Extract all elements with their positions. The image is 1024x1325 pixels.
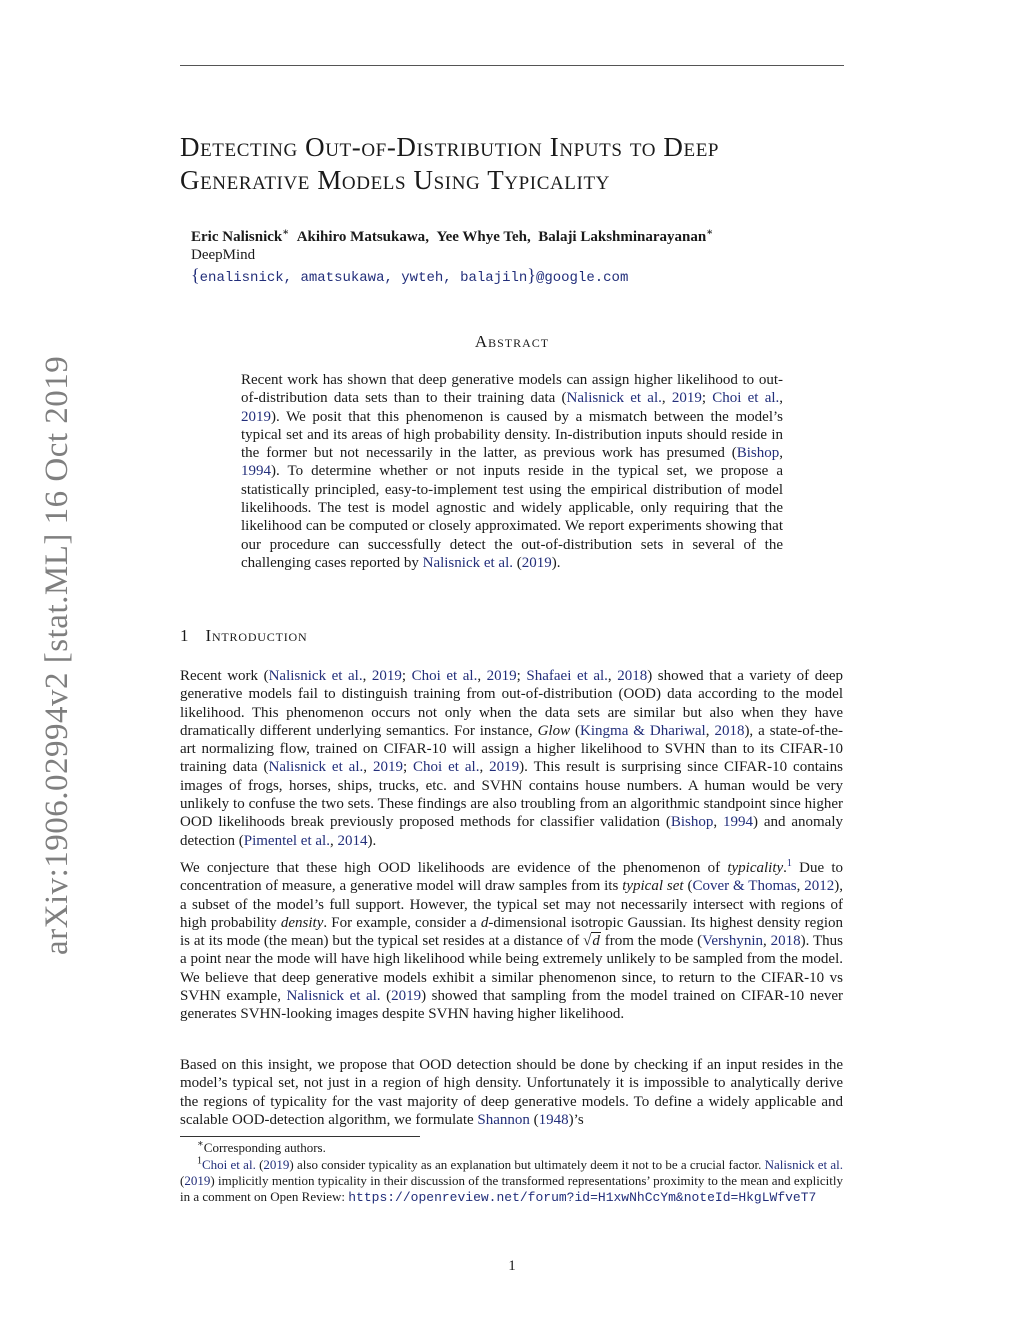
citation-link[interactable]: Cover & Thomas (692, 878, 797, 895)
citation-link[interactable]: 2019 (521, 554, 552, 571)
citation-link[interactable]: Choi et al. (202, 1157, 256, 1172)
citation-link[interactable]: Nalisnick et al. (764, 1157, 843, 1172)
citation-link[interactable]: 2019 (241, 408, 271, 425)
citation-link[interactable]: 2018 (714, 722, 745, 739)
author-1: Eric Nalisnick (191, 229, 283, 245)
email-brace-close: } (527, 265, 536, 285)
intro-paragraph-2: We conjecture that these high OOD likelihoods are evidence of the phenomenon of typicality.$^1$ Due to concentration of measure, a generative model will draw samples from its typical set (Cover & Thomas, 2012), a subset of the model’s full support. However, the typical set may not necessarily intersect with regions of high probability density. For example, consider a d-dimensional isotropic Gaussian. Its highest density region is at its mode (the mean) but the typical set resides at a distance of √d from the mode (Vershynin, 2018). Thus a point near the mode will have high likelihood while being extremely unlikely to be sampled from the model. We believe that deep generative models exhibit a similar phenomenon since, to return to the CIFAR-10 vs SVHN example, Nalisnick et al. (2019) showed that sampling from the model trained on CIFAR-10 never generates SVHN-looking images despite SVHN having higher likelihood. (180, 858, 844, 1023)
emphasis: typical set (622, 878, 684, 895)
citation-link[interactable]: 2014 (337, 832, 368, 849)
email-domain[interactable]: @google.com (535, 270, 629, 286)
citation-link[interactable]: Bishop (736, 445, 780, 462)
citation-link[interactable]: 2018 (617, 668, 648, 684)
citation-link[interactable]: Kingma & Dhariwal (580, 722, 706, 739)
citation-link[interactable]: Vershynin (702, 933, 763, 950)
citation-link[interactable]: 2019 (184, 1173, 211, 1188)
citation-link[interactable]: 2019 (489, 759, 520, 776)
affiliation: DeepMind (191, 247, 256, 263)
paper-title (180, 131, 860, 197)
section-heading-introduction (180, 626, 307, 646)
math-variable: d (480, 914, 489, 931)
citation-link[interactable]: Choi et al. (712, 390, 780, 407)
citation-link[interactable]: 1994 (241, 463, 271, 480)
page-number: 1 (508, 1258, 516, 1274)
author-list: Eric Nalisnick∗ Akihiro Matsukawa, Yee Whye Teh, Balaji Lakshminarayanan∗ (191, 227, 714, 245)
author-3: Yee Whye Teh (436, 229, 528, 245)
footnote-mark: ∗ (197, 1138, 204, 1150)
abstract-heading: Abstract (474, 332, 550, 351)
arxiv-side-stamp[interactable]: arXiv:1906.02994v2 [stat.ML] 16 Oct 2019 (39, 355, 75, 955)
footnote-rule (180, 1136, 420, 1137)
citation-link[interactable]: Nalisnick et al. (566, 390, 662, 407)
citation-link[interactable]: Nalisnick et al. (422, 554, 513, 571)
citation-link[interactable]: Choi et al. (411, 668, 478, 684)
citation-link[interactable]: Nalisnick et al. (268, 759, 364, 776)
citation-link[interactable]: 2019 (372, 759, 403, 776)
intro-paragraph-1: Recent work (Nalisnick et al., 2019; Choi et al., 2019; Shafaei et al., 2018) showed that a variety of deep generative models fail to distinguish training from out-of-distribution (OOD) data according to the model likelihood. This phenomenon occurs not only when the data sets are similar but also when they have dramatically different underlying semantics. For instance, Glow (Kingma & Dhariwal, 2018), a state-of-the-art normalizing flow, trained on CIFAR-10 will assign a higher likelihood to SVHN than to its CIFAR-10 training data (Nalisnick et al., 2019; Choi et al., 2019). This result is surprising since CIFAR-10 contains images of frogs, horses, ships, trucks, etc. and SVHN contains house numbers. A human would be very unlikely to confuse the two sets. These findings are also troubling from an algorithmic standpoint since higher OOD likelihoods break previously proposed methods for classifier validation (Bishop, 1994) and anomaly detection (Pimentel et al., 2014). (180, 668, 844, 849)
citation-link[interactable]: 2019 (263, 1157, 290, 1172)
citation-link[interactable]: 2019 (486, 668, 517, 684)
footnote-1: $^1$Choi et al. (2019) also consider typicality as an explanation but ultimately deem it not to be a crucial factor. Nalisnick et al. (2019) implicitly mention typicality in their discussion of the transformed representations’ proximity to the mean and explicitly in a comment on Open Review: https://openreview.net/forum?id=H1xwNhCcYm&noteId=HkgLWfveT7 (180, 1155, 843, 1205)
title-line-2: Generative Models Using Typicality (180, 165, 610, 195)
sqrt-argument: d (592, 933, 600, 950)
emphasis: Glow (537, 722, 571, 739)
citation-link[interactable]: Nalisnick et al. (286, 988, 381, 1005)
citation-link[interactable]: Choi et al. (413, 759, 480, 776)
openreview-url-link[interactable]: https://openreview.net/forum?id=H1xwNhCcYm&noteId=HkgLWfveT7 (348, 1190, 817, 1205)
citation-link[interactable]: 1994 (723, 814, 753, 831)
footnote-ref[interactable]: 1 (786, 858, 792, 869)
title-line-1: Detecting Out-of-Distribution Inputs to Deep (180, 132, 720, 162)
emphasis: typicality (727, 860, 784, 876)
email-usernames[interactable]: enalisnick, amatsukawa, ywteh, balajiln (199, 270, 528, 286)
email-brace-open: { (191, 265, 200, 285)
author-2: Akihiro Matsukawa (296, 229, 426, 245)
citation-link[interactable]: 2019 (371, 668, 402, 684)
citation-link[interactable]: Nalisnick et al. (268, 668, 363, 684)
emphasis: density (280, 914, 324, 931)
top-rule (180, 65, 844, 66)
intro-paragraph-3: Based on this insight, we propose that OOD detection should be done by checking if an input resides in the model’s typical set, not just in a region of high density. Unfortunately it is impossible to analytically derive the regions of typicality for the vast majority of deep generative models. To define a widely applicable and scalable OOD-detection algorithm, we formulate Shannon (1948)’s (180, 1057, 843, 1128)
author-emails (191, 265, 628, 286)
citation-link[interactable]: Shafaei et al. (526, 668, 608, 684)
footnote-corresponding: ∗Corresponding authors. (197, 1138, 326, 1155)
citation-link[interactable]: Pimentel et al. (243, 832, 330, 849)
citation-link[interactable]: 2019 (671, 390, 702, 407)
section-number: 1 (180, 626, 189, 645)
author-4-mark: ∗ (706, 227, 714, 238)
abstract-body: Recent work has shown that deep generative models can assign higher likelihood to out-of-distribution data sets than to their training data (Nalisnick et al., 2019; Choi et al., 2019). We posit that this phenomenon is caused by a mismatch between the model’s typical set and its areas of high probability density. In-distribution inputs should reside in the former but not necessarily in the latter, as previous work has presumed (Bishop, 1994). To determine whether or not inputs reside in the typical set, we propose a statistically principled, easy-to-implement test using the empirical distribution of model likelihoods. The test is model agnostic and widely applicable, only requiring that the likelihood can be computed or closely approximated. We report experiments showing that our procedure can successfully detect the out-of-distribution sets in several of the challenging cases reported by Nalisnick et al. (2019). (241, 372, 784, 571)
footnote-mark: 1 (197, 1155, 202, 1167)
author-1-mark: ∗ (282, 227, 290, 238)
citation-link[interactable]: 2019 (391, 988, 422, 1005)
citation-link[interactable]: 1948 (538, 1111, 569, 1128)
citation-link[interactable]: Bishop (670, 814, 714, 831)
citation-link[interactable]: 2018 (770, 933, 801, 950)
citation-link[interactable]: 2012 (804, 878, 835, 895)
sqrt-symbol: √ (583, 933, 592, 950)
author-4: Balaji Lakshminarayanan (538, 229, 707, 245)
section-title: Introduction (205, 626, 308, 645)
citation-link[interactable]: Shannon (477, 1111, 530, 1128)
